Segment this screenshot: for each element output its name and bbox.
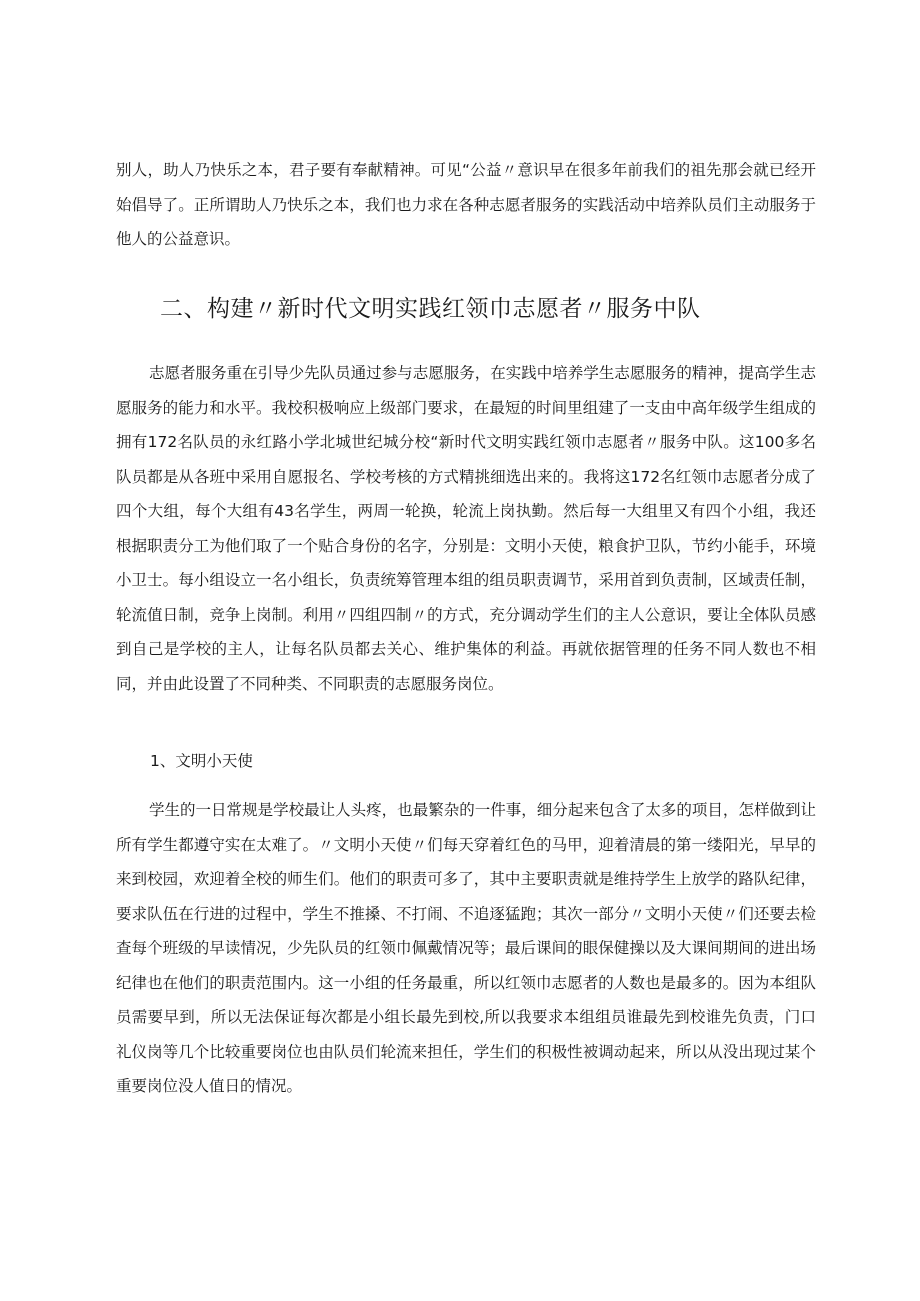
subsection-paragraph: 学生的一日常规是学校最让人头疼，也最繁杂的一件事，细分起来包含了太多的项目，怎样做到让所有学生都遵守实在太难了。〃文明小天使〃们每天穿着红色的马甲，迎着清晨的第一缕阳光，早早的来到校园，欢迎着全校的师生们。他们的职责可多了，其中主要职责就是维持学生上放学的路队纪律，要求队伍在行进的过程中，学生不推搡、不打闹、不追逐猛跑；其次一部分〃文明小天使〃们还要去检查每个班级的早读情况，少先队员的红领巾佩戴情况等；最后课间的眼保健操以及大课间期间的进出场纪律也在他们的职责范围内。这一小组的任务最重，所以红领巾志愿者的人数也是最多的。因为本组队员需要早到，所以无法保证每次都是小组长最先到校,所以我要求本组组员谁最先到校谁先负责，门口礼仪岗等几个比较重要岗位也由队员们轮流来担任，学生们的积极性被调动起来，所以从没出现过某个重要岗位没人值日的情况。 bbox=[116, 801, 816, 1095]
section-paragraph: 志愿者服务重在引导少先队员通过参与志愿服务，在实践中培养学生志愿服务的精神，提高学生志愿服务的能力和水平。我校积极响应上级部门要求，在最短的时间里组建了一支由中高年级学生组成的拥有172名队员的永红路小学北城世纪城分校“新时代文明实践红领巾志愿者〃服务中队。这100多名队员都是从各班中采用自愿报名、学校考核的方式精挑细选出来的。我将这172名红领巾志愿者分成了四个大组，每个大组有43名学生，两周一轮换，轮流上岗执勤。然后每一大组里又有四个小组，我还根据职责分工为他们取了一个贴合身份的名字，分别是：文明小天使，粮食护卫队，节约小能手，环境小卫士。每小组设立一名小组长，负责统筹管理本组的组员职责调节，采用首到负责制，区域责任制，轮流值日制，竞争上岗制。利用〃四组四制〃的方式，充分调动学生们的主人公意识，要让全体队员感到自己是学校的主人，让每名队员都去关心、维护集体的利益。再就依据管理的任务不同人数也不相同，并由此设置了不同种类、不同职责的志愿服务岗位。 bbox=[116, 364, 816, 693]
intro-paragraph: 别人，助人乃快乐之本，君子要有奉献精神。可见“公益〃意识早在很多年前我们的祖先那会就已经开始倡导了。正所谓助人乃快乐之本，我们也力求在各种志愿者服务的实践活动中培养队员们主动服务于他人的公益意识。 bbox=[116, 161, 816, 248]
section-heading: 二、构建〃新时代文明实践红领巾志愿者〃服务中队 bbox=[160, 296, 701, 322]
subsection-heading: 1、文明小天使 bbox=[150, 752, 253, 770]
